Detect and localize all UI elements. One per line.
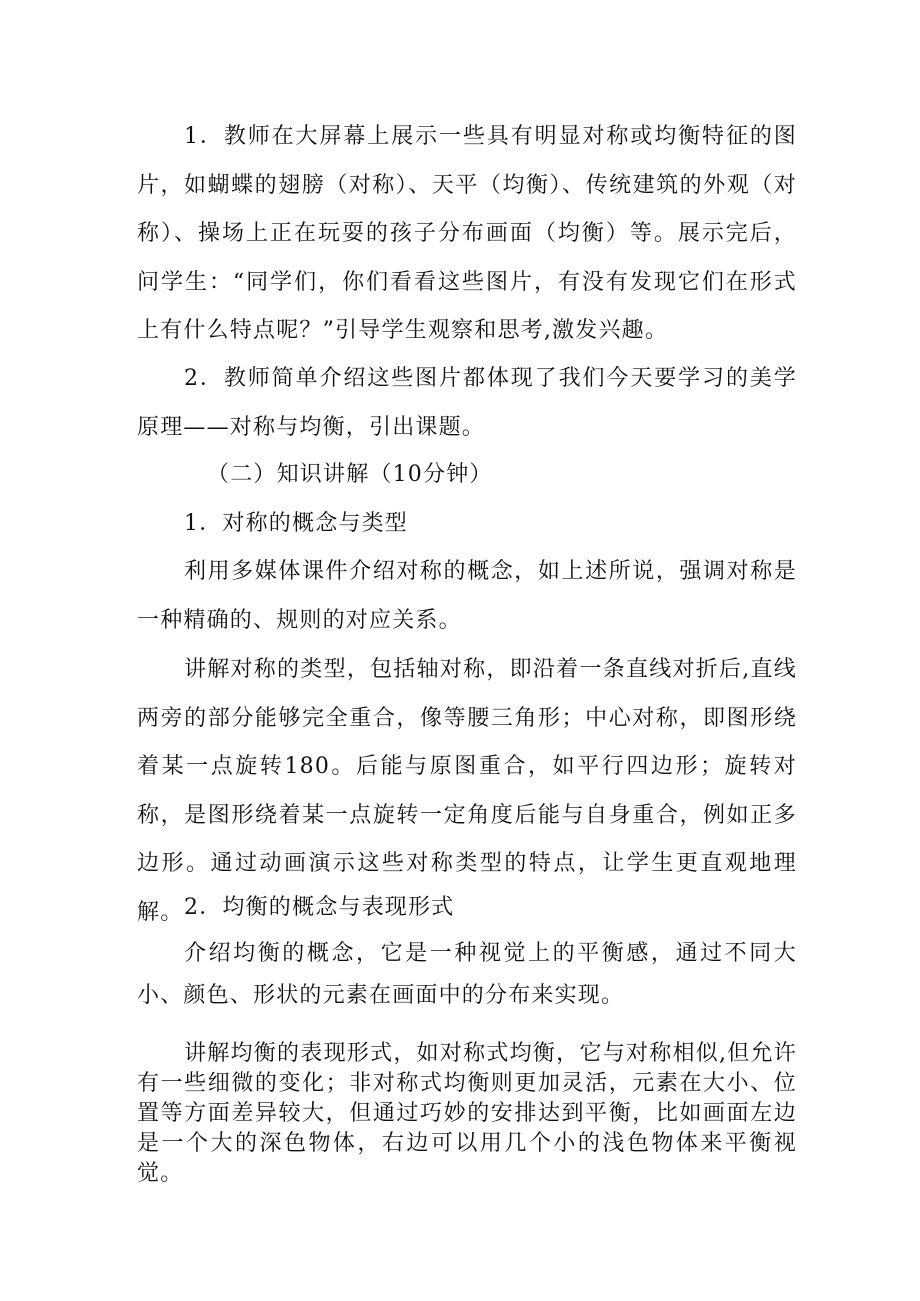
intro-paragraph-1: 1．教师在大屏幕上展示一些具有明显对称或均衡特征的图片，如蝴蝶的翅膀（对称）、天平（均衡）、传统建筑的外观（对称）、操场上正在玩耍的孩子分布画面（均衡）等。展示完后，问学生：“同学们，你们看看这些图片，有没有发现它们在形式上有什么特点呢？”引导学生观察和思考,激发兴趣。	[137, 124, 797, 343]
intro-paragraph-2: 2．教师简单介绍这些图片都体现了我们今天要学习的美学原理——对称与均衡，引出课题。	[137, 366, 797, 440]
subsection-2-paragraph-2: 讲解均衡的表现形式，如对称式均衡，它与对称相似,但允许有一些细微的变化；非对称式均衡则更加灵活，元素在大小、位置等方面差异较大，但通过巧妙的安排达到平衡，比如画面左边是一个大的深色物体，右边可以用几个小的浅色物体来平衡视觉。	[137, 1041, 797, 1186]
subsection-1-paragraph-1: 利用多媒体课件介绍对称的概念，如上述所说，强调对称是一种精确的、规则的对应关系。	[137, 559, 797, 633]
subsection-2-title: 2．均衡的概念与表现形式	[184, 895, 455, 920]
section-heading: （二）知识讲解（10分钟）	[207, 462, 493, 487]
subsection-1-title: 1．对称的概念与类型	[184, 511, 408, 536]
subsection-2-paragraph-1: 介绍均衡的概念，它是一种视觉上的平衡感，通过不同大小、颜色、形状的元素在画面中的分布来实现。	[137, 941, 797, 1008]
subsection-1-paragraph-2: 讲解对称的类型，包括轴对称，即沿着一条直线对折后,直线两旁的部分能够完全重合，像等腰三角形；中心对称，即图形绕着某一点旋转180。后能与原图重合，如平行四边形；旋转对称，是图形绕着某一点旋转一定角度后能与自身重合，例如正多边形。通过动画演示这些对称类型的特点，让学生更直观地理解。	[137, 657, 797, 925]
